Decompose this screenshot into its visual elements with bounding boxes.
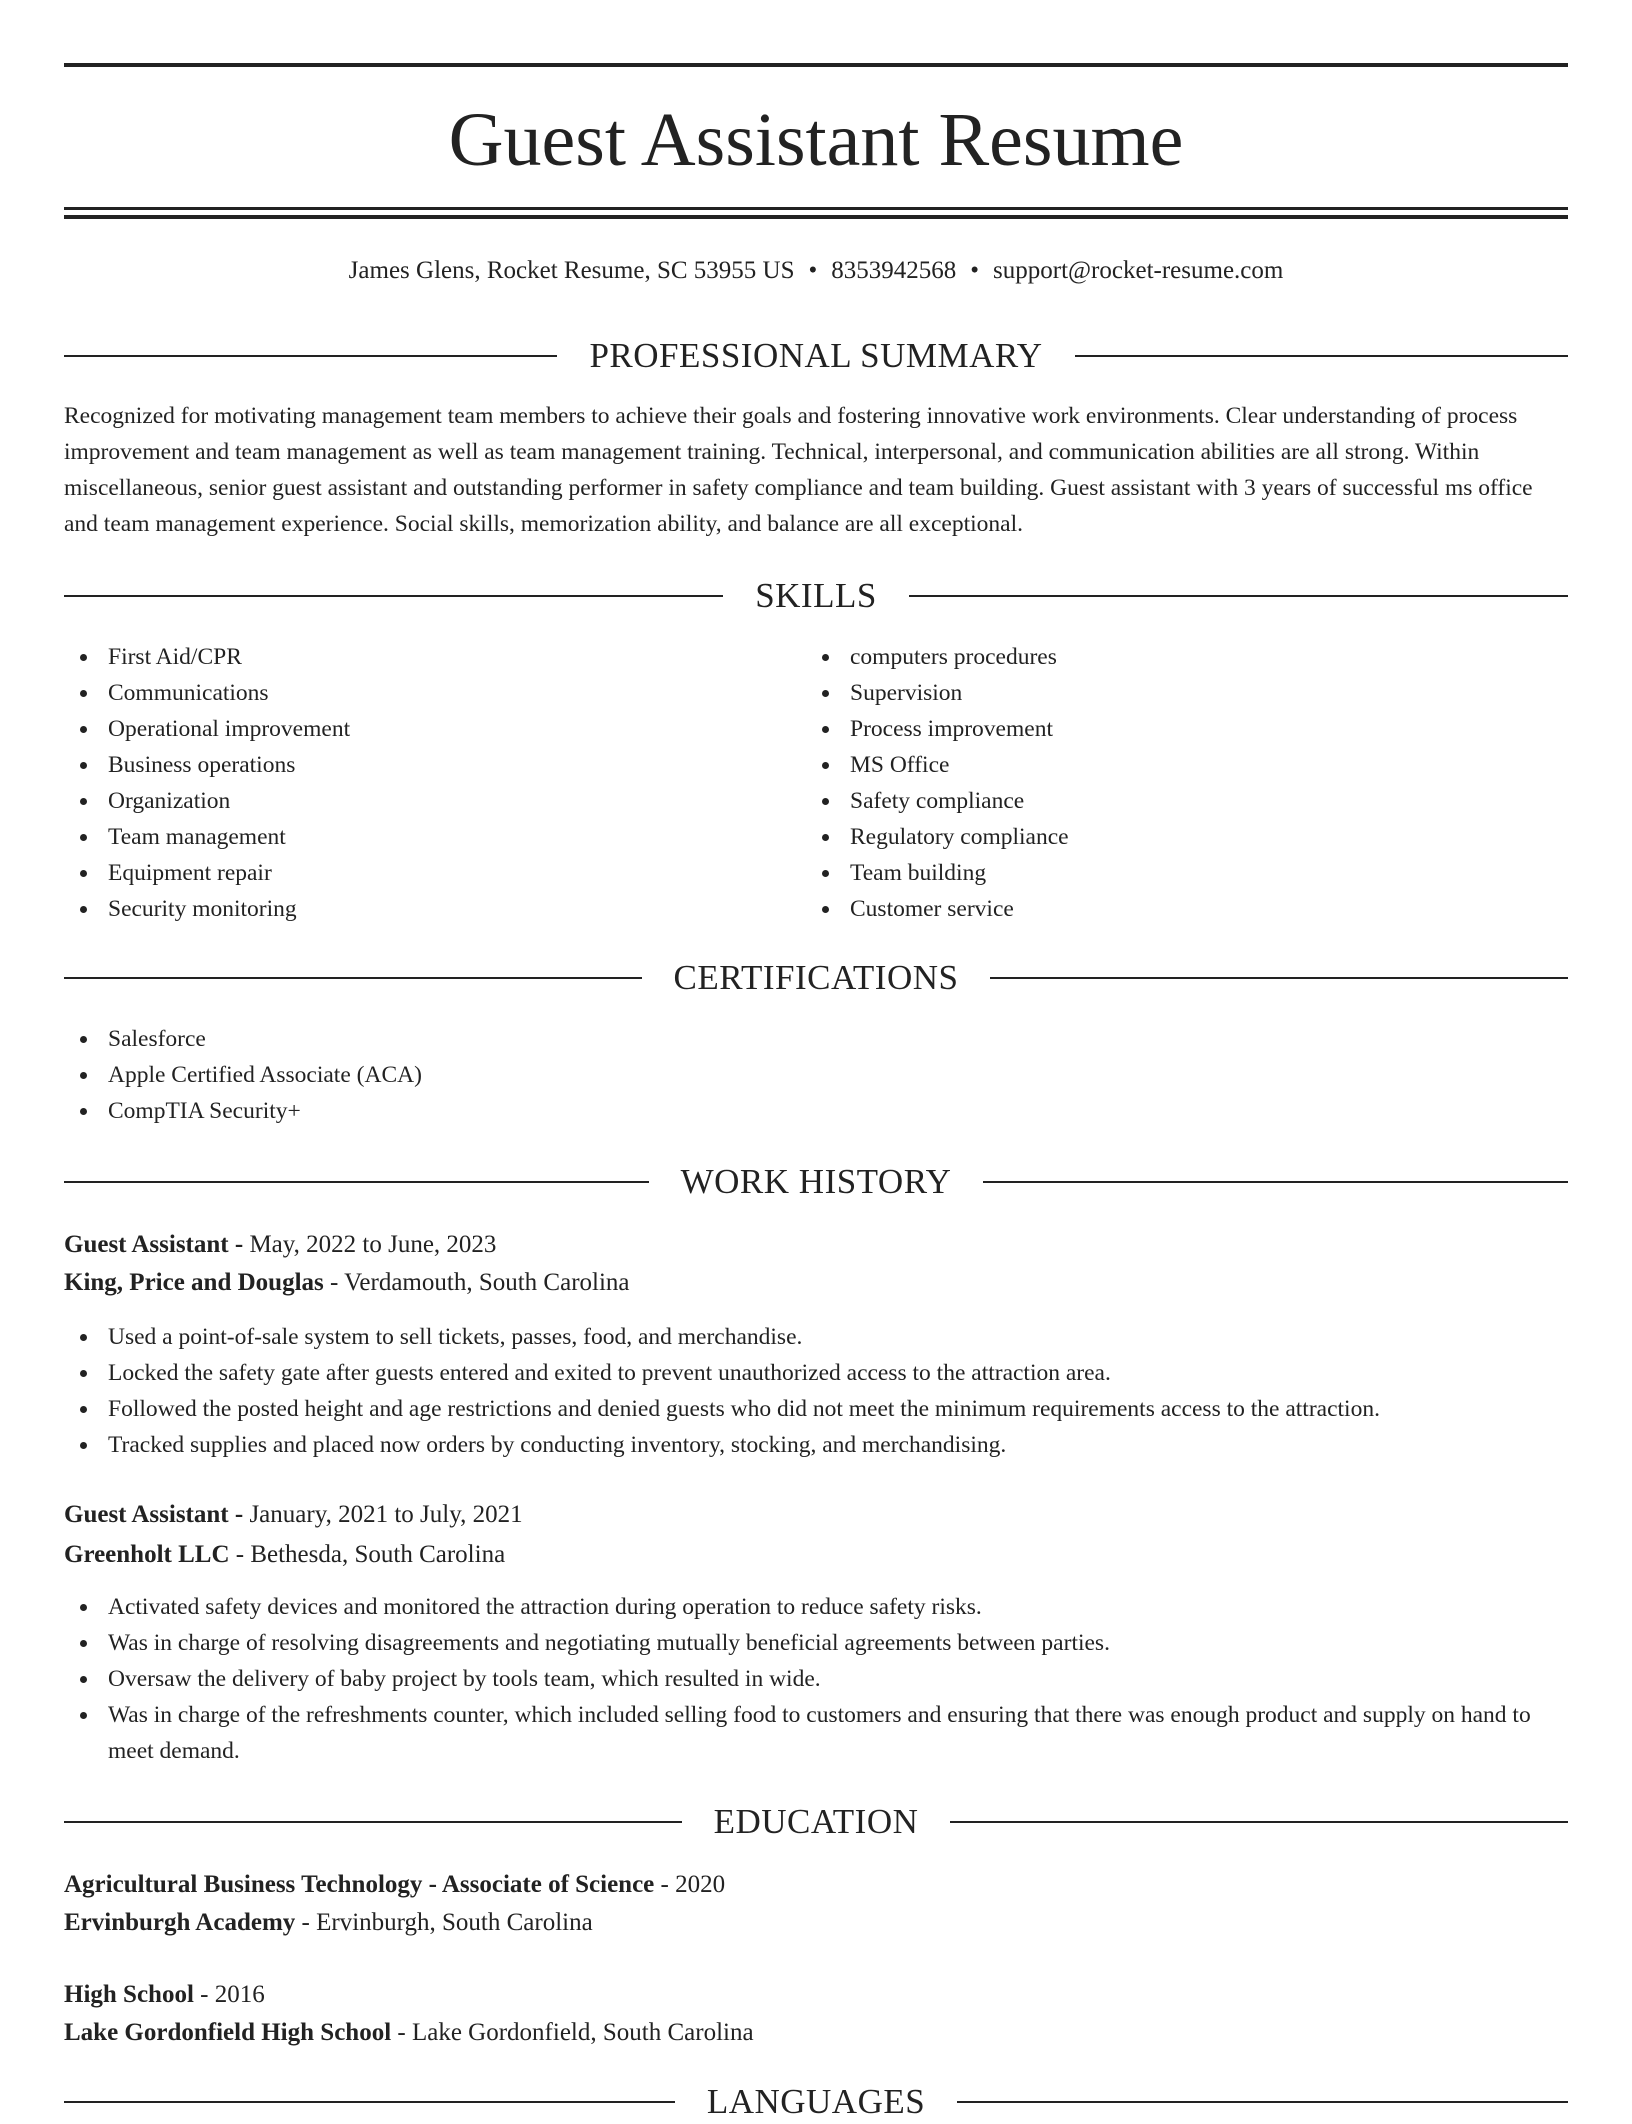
contact-email: support@rocket-resume.com — [993, 257, 1284, 284]
list-item: Apple Certified Associate (ACA) — [64, 1057, 1464, 1093]
job-bullets — [64, 1589, 1568, 1769]
list-item: Tracked supplies and placed now orders by conducting inventory, stocking, and merchandising. — [64, 1427, 1568, 1463]
job-location: Verdamouth, South Carolina — [344, 1269, 630, 1296]
list-item: Locked the safety gate after guests entered and exited to prevent unauthorized access to the attraction area. — [64, 1355, 1568, 1391]
education-degree-line: High School - 2016 — [64, 1981, 265, 2008]
list-item: MS Office — [806, 747, 1506, 783]
section-title-summary: PROFESSIONAL SUMMARY — [589, 336, 1043, 375]
title-rule-upper — [64, 207, 1568, 210]
section-header-skills — [64, 574, 1568, 618]
list-item: Process improvement — [806, 711, 1506, 747]
list-item: Business operations — [64, 747, 764, 783]
list-item: Equipment repair — [64, 855, 764, 891]
section-header-certifications — [64, 956, 1568, 1000]
job-company-line: King, Price and Douglas - Verdamouth, South Carolina — [64, 1269, 630, 1296]
list-item: Regulatory compliance — [806, 819, 1506, 855]
divider-line — [1075, 355, 1568, 357]
education-school-line: Lake Gordonfield High School - Lake Gordonfield, South Carolina — [64, 2019, 754, 2046]
job-title: Guest Assistant — [64, 1231, 229, 1258]
list-item: Security monitoring — [64, 891, 764, 927]
contact-separator: • — [808, 257, 818, 284]
section-title-education: EDUCATION — [713, 1802, 919, 1841]
summary-text: Recognized for motivating management team members to achieve their goals and fostering innovative work environments. Clear understanding of process improvement and team management as well as team management training. Technical, interpersonal, and communication abilities are all strong. Within miscellaneous, senior guest assistant and outstanding performer in safety compliance and team building. Guest assistant with 3 years of successful ms office and team management experience. Social skills, memorization ability, and balance are all exceptional. — [64, 403, 1533, 537]
education-school-line: Ervinburgh Academy - Ervinburgh, South Carolina — [64, 1909, 593, 1936]
section-header-summary — [64, 334, 1568, 378]
job-title-line: Guest Assistant - January, 2021 to July, 2021 — [64, 1501, 523, 1528]
education-location: Ervinburgh, South Carolina — [316, 1909, 593, 1936]
education-location: Lake Gordonfield, South Carolina — [411, 2019, 754, 2046]
skills-list-left — [64, 639, 764, 927]
list-item: First Aid/CPR — [64, 639, 764, 675]
education-year: 2020 — [675, 1871, 726, 1898]
contact-separator: • — [970, 257, 980, 284]
skills-list-right — [806, 639, 1506, 927]
contact-address: James Glens, Rocket Resume, SC 53955 US — [348, 257, 795, 284]
list-item: Activated safety devices and monitored the attraction during operation to reduce safety risks. — [64, 1589, 1568, 1625]
list-item: CompTIA Security+ — [64, 1093, 1464, 1129]
job-title: Guest Assistant — [64, 1501, 229, 1528]
job-company-line: Greenholt LLC - Bethesda, South Carolina — [64, 1541, 506, 1568]
divider-line — [950, 1821, 1568, 1823]
section-title-certifications: CERTIFICATIONS — [673, 958, 959, 997]
divider-line — [64, 2101, 675, 2103]
job-title-line: Guest Assistant - May, 2022 to June, 2023 — [64, 1231, 497, 1258]
list-item: Supervision — [806, 675, 1506, 711]
education-school: Lake Gordonfield High School — [64, 2019, 392, 2046]
list-item: Salesforce — [64, 1021, 1464, 1057]
list-item: Team management — [64, 819, 764, 855]
list-item: Organization — [64, 783, 764, 819]
job-location: Bethesda, South Carolina — [250, 1541, 506, 1568]
list-item: Customer service — [806, 891, 1506, 927]
divider-line — [64, 977, 642, 979]
job-dates: January, 2021 to July, 2021 — [249, 1501, 523, 1528]
section-title-skills: SKILLS — [755, 576, 877, 615]
list-item: computers procedures — [806, 639, 1506, 675]
list-item: Operational improvement — [64, 711, 764, 747]
list-item: Safety compliance — [806, 783, 1506, 819]
job-dates: May, 2022 to June, 2023 — [249, 1231, 497, 1258]
section-header-languages — [64, 2080, 1568, 2124]
divider-line — [957, 2101, 1568, 2103]
top-rule — [64, 63, 1568, 67]
list-item: Used a point-of-sale system to sell tickets, passes, food, and merchandise. — [64, 1319, 1568, 1355]
list-item: Followed the posted height and age restrictions and denied guests who did not meet the minimum requirements access to the attraction. — [64, 1391, 1568, 1427]
contact-line — [64, 254, 1568, 288]
divider-line — [990, 977, 1568, 979]
divider-line — [64, 595, 723, 597]
resume-title: Guest Assistant Resume — [448, 98, 1184, 182]
section-header-work-history — [64, 1160, 1568, 1204]
list-item: Was in charge of resolving disagreements and negotiating mutually beneficial agreements between parties. — [64, 1625, 1568, 1661]
section-header-education — [64, 1800, 1568, 1844]
certifications-list — [64, 1021, 1464, 1129]
job-company: King, Price and Douglas — [64, 1269, 324, 1296]
list-item: Team building — [806, 855, 1506, 891]
education-school: Ervinburgh Academy — [64, 1909, 296, 1936]
job-company: Greenholt LLC — [64, 1541, 230, 1568]
list-item: Oversaw the delivery of baby project by tools team, which resulted in wide. — [64, 1661, 1568, 1697]
list-item: Communications — [64, 675, 764, 711]
education-degree: Agricultural Business Technology - Associate of Science — [64, 1871, 655, 1898]
divider-line — [983, 1181, 1568, 1183]
divider-line — [909, 595, 1568, 597]
education-year: 2016 — [214, 1981, 265, 2008]
title-rule-lower — [64, 215, 1568, 219]
section-title-languages: LANGUAGES — [706, 2082, 926, 2121]
job-bullets — [64, 1319, 1568, 1463]
list-item: Was in charge of the refreshments counter, which included selling food to customers and ensuring that there was enough product and supply on hand to meet demand. — [64, 1697, 1568, 1769]
divider-line — [64, 1181, 649, 1183]
section-title-work-history: WORK HISTORY — [680, 1162, 952, 1201]
divider-line — [64, 1821, 682, 1823]
education-degree-line: Agricultural Business Technology - Associate of Science - 2020 — [64, 1871, 726, 1898]
divider-line — [64, 355, 557, 357]
education-degree: High School — [64, 1981, 194, 2008]
contact-phone: 8353942568 — [831, 257, 957, 284]
